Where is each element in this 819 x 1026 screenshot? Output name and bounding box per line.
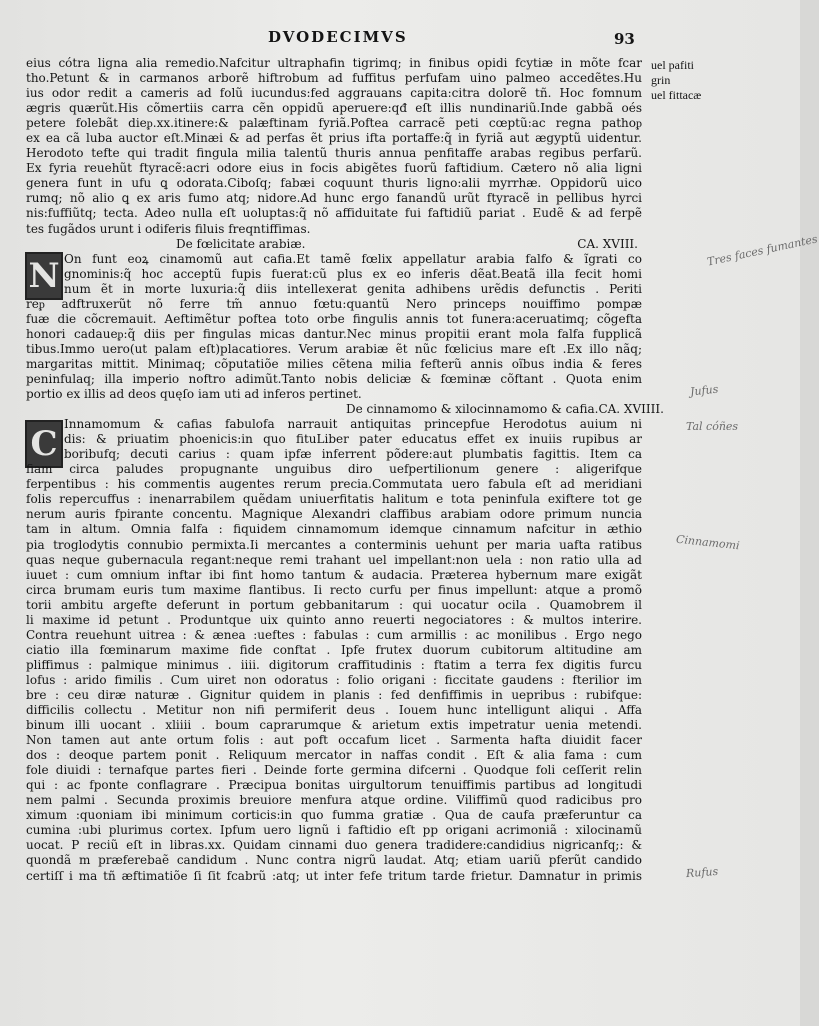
text-line: ciatio illa fœminarum maxime fide conftat . Ipfe frutex duorum cubitorum altitudine am	[26, 642, 642, 657]
text-line: difficilis collectu . Metitur non nifi permiferit deus . Iouem hunc intelligunt aliqui . Affa	[26, 703, 642, 718]
text-line: circa brumam euris tum maxime flantibus. Ii recto curfu per finus impellunt: atque a promõ	[26, 582, 642, 597]
text-line: tes fugãdos urunt i odiferis filuis freqntiffimas.	[26, 221, 311, 236]
text-line: portio ex illis ad deos quęſo iam uti ad inferos pertinet.	[26, 387, 362, 402]
decorated-initial-n: N	[25, 252, 63, 300]
marginal-note-line: grin	[651, 73, 671, 87]
text-line: torii ambitu argefte deferunt in portum gebbanitarum : qui uocatur ocila . Quamobrem il	[26, 597, 642, 612]
marginal-note	[651, 58, 701, 103]
text-line: On funt eoꝝ cinamomũ aut cafia.Et tamẽ fœlix appellatur arabia falfo & ĩgrati co	[64, 251, 642, 266]
decorated-initial-c: C	[25, 420, 63, 468]
text-line: Herodoto tefte qui tradit fingula milia talentũ thuris annua penfitaffe arabas regibus perfarũ.	[26, 146, 642, 161]
text-line: quas neque gubernacula regant:neque remi trahant uel impellant:non uela : non ratio ulla ad	[26, 552, 642, 567]
text-line: pliffimus : palmique minimus . iiii. digitorum craffitudinis : ftatim a terra fex digitis furcu	[26, 657, 642, 672]
text-line: lofus : arido fimilis . Cum uiret non odoratus : folio origani : ficcitate gaudens : fterilior im	[26, 672, 642, 687]
chapter-heading	[26, 237, 642, 252]
chapter-title: De cinnamomo & xilocinnamomo & cafia.	[346, 402, 599, 417]
handwritten-note: Tres faces fumantes	[705, 232, 819, 269]
text-line: margaritas mittit. Minimaq; cõputatiõe milies cẽtena milia fefterũ annis oĩbus india & feres	[26, 356, 642, 371]
handwritten-note: Tal cóñes	[686, 420, 739, 433]
marginal-note-line: uel fittacæ	[651, 88, 702, 102]
text-line: Ex fyria reuehũt ftyracẽ:acri odore eius in focis abigẽtes fuorũ faftidium. Cætero nõ alia ligni	[26, 161, 642, 176]
text-line: fole diuidi : ternafque partes fieri . Deinde forte germina difcerni . Quodque foli ceſſerit relin	[26, 763, 642, 778]
text-line: eius cótra ligna alia remedio.Nafcitur ultraphafin tigrimq; in finibus opidi fcytiæ in mõte fcar	[26, 56, 642, 70]
chapter-heading	[26, 402, 664, 417]
text-line: pia troglodytis connubio permixta.Ii mercantes a conterminis uehunt per maria uafta ratibus	[26, 537, 642, 552]
text-line: boribufq; decuti carius : quam ipfæ inferrent põdere:aut plumbatis fagittis. Item ca	[64, 447, 642, 462]
chapter-number: CA. XVIIII.	[598, 402, 664, 417]
handwritten-note: Jufus	[689, 382, 719, 399]
text-line: genera funt in ufu ꝗ odorata.Ciboſq; fabæi coquunt thuris ligno:alii myrrhæ. Oppidorũ uico	[26, 176, 642, 191]
text-line: Innamomum & cafias fabulofa narrauit antiquitas princepfue Herodotus auium ni	[64, 417, 642, 432]
handwritten-note: Cinnamomi	[675, 532, 741, 553]
text-line: nem palmi . Secunda proximis breuiore menfura atque ordine. Viliffimũ quod radicibus pro	[26, 793, 642, 808]
text-line: certiſſ i ma tñ æftimatiõe ſi ſit fcabrũ :atq; ut inter fefe tritum tarde frietur. Damnatur in primis	[26, 868, 642, 883]
text-line: bre : ceu diræ naturæ . Gignitur quidem in planis : fed denfiffimis in uepribus : rubifque:	[26, 687, 642, 702]
text-line: ximum :quoniam ibi minimum corticis:in quo fumma gratiæ . Qua de caufa præferuntur ca	[26, 808, 642, 823]
running-head: DVODECIMVS	[268, 28, 408, 46]
text-line: binum illi uocant . xliiii . boum caprarumque & arietum extis impetratur uenia metendi.	[26, 718, 642, 733]
chapter-number: CA. XVIII.	[577, 236, 638, 251]
text-line: ex ea cã luba auctor eſt.Minæi & ad perfas ẽt prius ifta portaffe:q̃ in fyriã aut ægyptũ uidentur.	[26, 131, 642, 146]
chapter-title: De fœlicitate arabiæ.	[176, 236, 306, 251]
text-line: Non tamen aut ante ortum folis : aut poft occafum licet . Sarmenta hafta diuidit facer	[26, 733, 642, 748]
text-line: cumina :ubi plurimus cortex. Ipfum uero lignũ i faftidio eſt pp origani acrimoniã : xilocinamũ	[26, 823, 642, 838]
text-line: honori cadaueᵱ:q̃ diis per fingulas micas dantur.Nec minus propitii erant mola falfa fupplicã	[26, 326, 642, 341]
text-line: peninfulaq; illa imperio noftro adimũt.Tanto nobis deliciæ & fœminæ cõftant . Quota enim	[26, 371, 642, 386]
page-number: 93	[614, 30, 635, 48]
handwritten-note: Rufus	[685, 864, 719, 881]
text-line: quondã m præferebaẽ candidum . Nunc contra nigrũ laudat. Atq; etiam uariũ pferũt candido	[26, 853, 642, 868]
text-line: nerum auris fpirante concentu. Magnique Alexandri claffibus arabiam odore primum nuncia	[26, 507, 642, 522]
marginal-note-line: uel pafiti	[651, 58, 694, 72]
text-line: tho.Petunt & in carmanos arborẽ hiftrobum ad fuffitus perfufam uino palmeo accedẽtes.Hu	[26, 71, 642, 86]
text-line: tibus.Immo uero(ut palam eſt)placatiores. Verum arabiæ ẽt nũc fœlicius mare eſt .Ex illo nãq;	[26, 341, 642, 356]
text-line: fiam circa paludes propugnante unguibus diro uefpertilionum genere : aligerifque	[26, 462, 642, 477]
text-line: uocat. P reciũ eſt in libras.xx. Quidam cinnami duo genera tradidere:candidius nigricanfq;: &	[26, 838, 642, 853]
text-line: nis:fuffiũtq; tecta. Adeo nulla eſt uoluptas:q̃ nõ affiduitate fui faftidiũ pariat . Eudẽ & ad ferpẽ	[26, 206, 642, 221]
text-line: fuæ die cõcremauit. Aeftimẽtur poftea toto orbe fingulis annis tot funera:aceruatimq; cõgefta	[26, 311, 642, 326]
text-line: iuuet : cum omnium inftar ibi fint homo tantum & audacia. Præterea hybernum mare exigãt	[26, 567, 642, 582]
text-line: num ẽt in morte luxuria:q̃ diis intellexerat genita adhibens urẽdis defunctis . Periti	[64, 281, 642, 296]
text-line: folis repercuffus : inenarrabilem quẽdam uniuerfitatis halitum e tota peninfula exiftere tot ge	[26, 492, 642, 507]
text-line: ius odor redit a cameris ad folũ iucundus:fed aggrauans capita:citra dolorẽ tñ. Hoc fomnum	[26, 86, 642, 101]
text-line: li maxime id petunt . Produntque uix quinto anno reuerti negociatores : & multos interire.	[26, 612, 642, 627]
text-line: dis: & priuatim phoenicis:in quo fituLiber pater educatus effet ex inuiis rupibus ar	[64, 432, 642, 447]
text-line: qui : ac fponte conflagrare . Præcipua bonitas uirgultorum tenuiffimis partibus ad longitudi	[26, 778, 642, 793]
page-header	[262, 28, 662, 50]
text-line: petere folebãt dieᵱ.xx.itinere:& palæftinam fyriã.Poftea carracẽ peti cœptũ:ac regna pathoᵱ	[26, 116, 642, 131]
text-line: ferpentibus : his commentis augentes rerum precia.Commutata uero fabula eſt ad meridiani	[26, 477, 642, 492]
text-line: gnominis:q̃ hoc acceptũ fupis fuerat:cũ plus ex eo inferis dẽat.Beatã illa fecit homi	[64, 266, 642, 281]
text-line: ægris quærũt.His cõmertiis carra cẽn oppidũ aperuere:qđ eſt illis nundinariũ.Inde gabbã oés	[26, 101, 642, 116]
text-line: Contra reuehunt uitrea : & ænea :ueftes : fabulas : cum armillis : ac monilibus . Ergo nego	[26, 627, 642, 642]
text-line: rumq; nõ alio ꝗ ex aris fumo atq; nidore.Ad hunc ergo fanandũ urũt ftyracẽ in pellibus hyrci	[26, 191, 642, 206]
text-line: tam in altum. Omnia falfa : fiquidem cinnamomum idemque cinnamum nafcitur in æthio	[26, 522, 642, 537]
text-line: dos : deoque partem ponit . Reliquum mercator in naffas condit . Eſt & alia fama : cum	[26, 748, 642, 763]
text-line: reᵱ adftruxerũt nõ ferre tm̃ annuo fœtu:quantũ Nero princeps nouiffimo pompæ	[26, 296, 642, 311]
